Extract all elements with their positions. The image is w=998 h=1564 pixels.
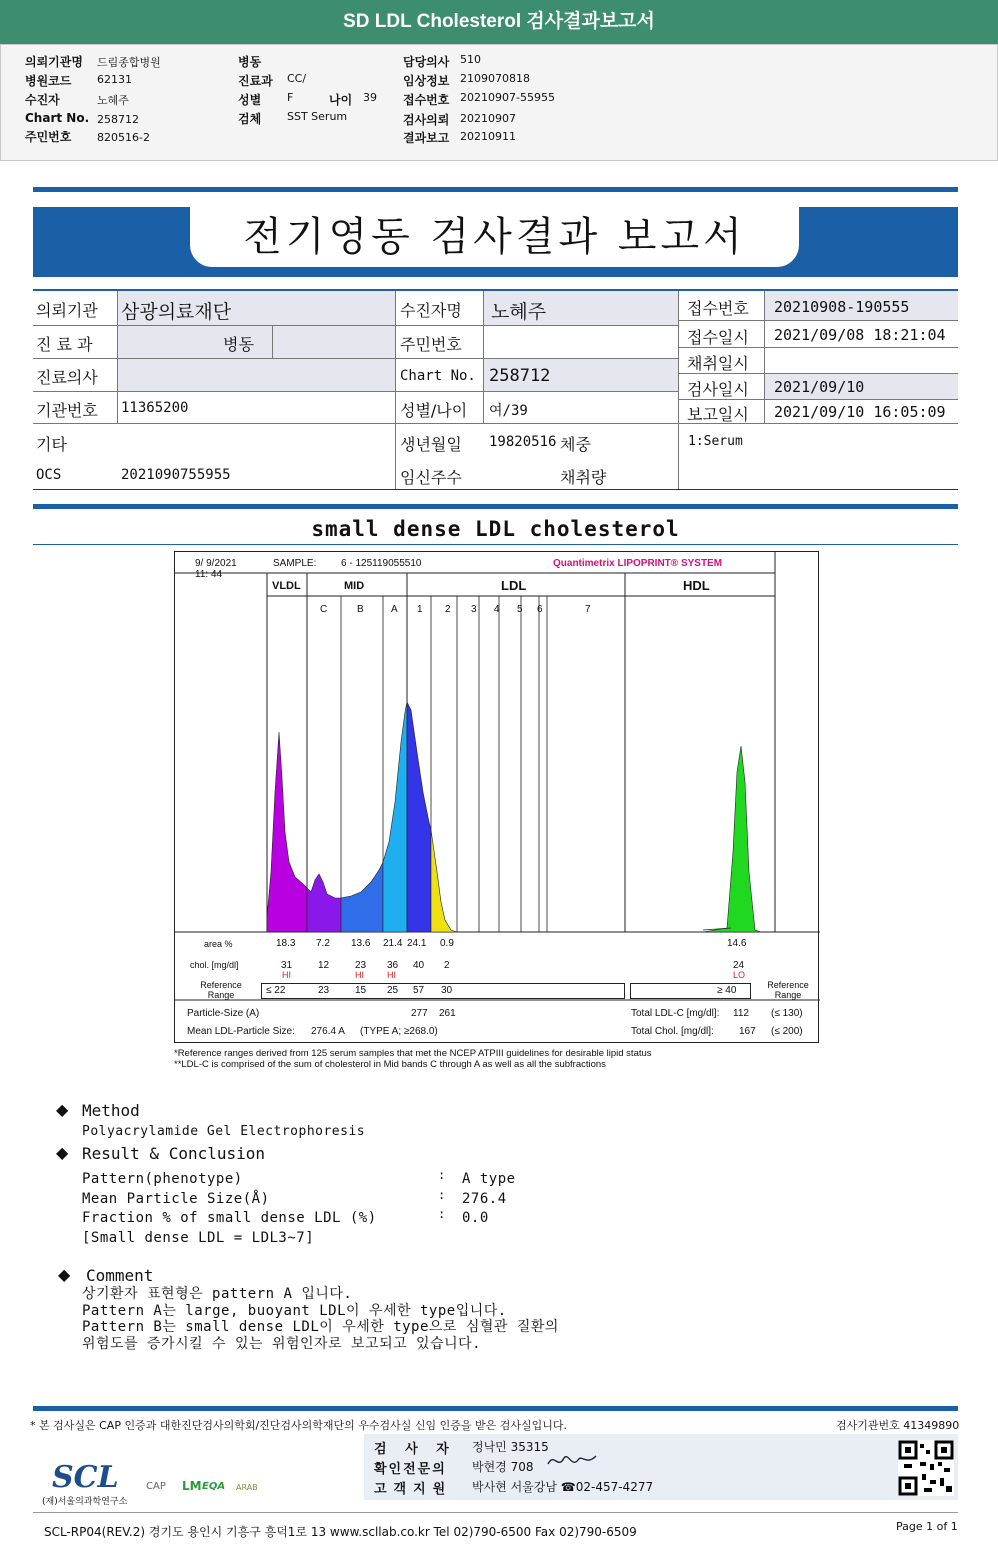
tester-label: 검 사 자 [374,1442,456,1457]
area-value: 21.4 [383,938,403,949]
dept-value: CC/ [287,72,307,85]
sample-label: SAMPLE: [273,558,317,569]
ref-value: 30 [441,985,453,996]
method-bullet-icon: ◆ [56,1100,69,1119]
clinical-value: 2109070818 [460,72,530,85]
patient-label: 수진자 [25,93,60,107]
test-value: 2021/09/10 [774,378,865,396]
hdl-peak [703,746,761,932]
doctor-label: 담당의사 [403,55,450,69]
ward-label: 병동 [238,55,262,69]
cert-notice: * 본 검사실은 CAP 인증과 대한진단검사의학회/진단검사의학재단의 우수검사실 신임 인증을 받은 검사실입니다. [30,1419,568,1432]
pattern-label: Pattern(phenotype) [82,1171,243,1187]
patient-info-box [0,44,998,161]
chol-label: chol. [mg/dl] [190,960,239,970]
hdl-chol: 24 [733,960,745,971]
ref-value: 57 [413,985,425,996]
request-label: 검사의뢰 [403,113,450,127]
report-title: 전기영동 검사결과 보고서 [190,207,799,267]
test-label: 검사일시 [687,380,749,399]
signature-image [544,1450,600,1472]
serum-note: 1:Serum [688,434,743,449]
org-label: 의뢰기관명 [25,55,83,69]
area-value: 24.1 [407,938,427,949]
area-value: 7.2 [316,938,330,949]
age-label: 나이 [329,93,353,107]
cell-bg [118,359,395,391]
ocs-value: 2021090755955 [121,467,231,483]
fraction-label: Fraction % of small dense LDL (%) [82,1210,377,1226]
tester-value: 정낙민 35315 [472,1440,549,1454]
chol-value: 2 [444,960,450,971]
sexage-value: 여/39 [489,403,528,419]
comment-line: Pattern A는 large, buoyant LDL이 우세한 type입니다. [82,1302,507,1319]
birth-label: 생년월일 [400,435,462,454]
band-a: A [391,604,398,615]
doctor-label: 진료의사 [36,368,98,387]
comment-title: Comment [86,1266,154,1285]
report-value: 20210911 [460,130,516,143]
specimen-value: SST Serum [287,110,348,123]
org-value: 드림종합병원 [97,56,161,69]
qr-code-icon [898,1440,954,1496]
comment-bullet-icon: ◆ [58,1265,71,1284]
recdate-value: 2021/09/08 18:21:04 [774,326,946,344]
ref-value: ≤ 22 [266,985,286,996]
cell-bg [273,326,395,358]
reference-notes [174,1048,814,1070]
comment-line: 위험도를 증가시킬 수 있는 위험인자로 보고되고 있습니다. [82,1335,482,1352]
mean-label: Mean LDL-Particle Size: [187,1026,295,1037]
table-hline [33,423,678,424]
size-label: Mean Particle Size(Å) [82,1191,270,1207]
group-hdl: HDL [683,578,710,593]
table-bottom-rule [33,489,958,490]
note-line: **LDL-C is comprised of the sum of cholesterol in Mid bands C through A as well as all the subfractions [174,1059,606,1070]
comment-line: 상기환자 표현형은 pattern A 입니다. [82,1286,353,1302]
coll-label: 채취일시 [687,354,749,373]
table-hline [678,320,958,321]
weight-label: 체중 [560,435,591,454]
particle-label: Particle-Size (A) [187,1008,260,1019]
recdate-label: 접수일시 [687,328,749,347]
rep-label: 보고일시 [687,405,749,424]
recno-label: 접수번호 [687,299,749,318]
colon: : [438,1188,446,1202]
preg-label: 임신주수 [400,468,462,487]
ldl2-peak [431,830,457,932]
total-chol-ref: (≤ 200) [771,1026,803,1037]
ref-value: 23 [318,985,330,996]
sample-value: 6 - 125119055510 [341,558,422,569]
table-vline [395,291,396,489]
request-value: 20210907 [460,112,516,125]
area-value: 0.9 [440,938,454,949]
footer-divider [33,1512,958,1513]
mean-value: 276.4 A [311,1026,345,1037]
ocs-label: OCS [36,467,62,483]
top-rule [33,187,958,192]
size-value: 276.4 [462,1191,507,1207]
clinical-label: 임상정보 [403,74,450,88]
method-title: Method [82,1101,140,1120]
band-1: 1 [417,604,423,615]
resid-label: 주민번호 [400,335,462,354]
resid-label: 주민번호 [25,130,72,144]
instno-label: 기관번호 [36,401,98,420]
etc-label: 기타 [36,435,67,454]
particle-value: 261 [439,1008,456,1019]
rep-value: 2021/09/10 16:05:09 [774,403,946,421]
electrophoresis-plot [175,552,820,1044]
band-4: 4 [494,604,500,615]
group-ldl: LDL [501,578,527,593]
mid-b-peak [341,862,383,932]
band-7: 7 [585,604,591,615]
total-ldl-value: 112 [733,1008,749,1019]
page-number: Page 1 of 1 [896,1520,958,1533]
mean-type: (TYPE A; ≥268.0) [360,1026,438,1037]
table-vline [678,291,679,489]
form-info: SCL-RP04(REV.2) 경기도 용인시 기흥구 흥덕1로 13 www.scllab.co.kr Tel 02)790-6500 Fax 02)790-6509 [44,1525,637,1539]
band-c: C [320,604,328,615]
report-header-title: SD LDL Cholesterol 검사결과보고서 [0,0,998,44]
total-ldl-label: Total LDL-C [mg/dl]: [631,1008,720,1019]
hi-flag: HI [355,970,364,980]
sexage-label: 성별/나이 [400,401,468,420]
doctor-value: 510 [460,53,481,66]
scl-logo: SCL [52,1460,119,1495]
total-chol-label: Total Chol. [mg/dl]: [631,1026,714,1037]
inst-label: 의뢰기관 [36,301,98,320]
footer-rule [33,1406,958,1411]
sex-value: F [287,91,294,104]
area-value: 13.6 [351,938,371,949]
area-label: area % [204,939,233,949]
section-underline [33,544,958,545]
birth-value: 19820516 [489,434,557,450]
brand-label: Quantimetrix LIPOPRINT® SYSTEM [553,558,723,569]
specimen-label: 검체 [238,112,262,126]
patient-table [33,289,958,491]
section-rule [33,504,958,509]
name-label: 수진자명 [400,301,462,320]
chart-value: 258712 [97,113,139,126]
comment-line: Pattern B는 small dense LDL이 우세한 type으로 심혈관 질환의 [82,1319,559,1335]
hi-flag: HI [387,970,396,980]
confirm-value: 박현경 708 [472,1460,534,1474]
band-5: 5 [517,604,523,615]
hdl-ref: ≥ 40 [717,985,737,996]
colon: : [438,1207,446,1221]
instno-value: 11365200 [121,400,189,416]
chol-value: 31 [281,960,293,971]
eqa-badge: EQA [202,1481,226,1492]
inst-value: 삼광의료재단 [121,301,232,323]
support-value: 박사현 서울강남 ☎02-457-4277 [472,1480,654,1494]
fraction-value: 0.0 [462,1210,489,1226]
dept-value: 병동 [223,335,254,354]
ref-right-label: Reference Range [767,980,809,1000]
signature-panel [364,1434,958,1500]
band-2: 2 [445,604,451,615]
band-b: B [357,604,364,615]
band-3: 3 [471,604,477,615]
ref-value: 25 [387,985,399,996]
mid-c-peak [307,874,341,932]
hdl-area: 14.6 [727,938,747,949]
electrophoresis-chart [174,551,819,1043]
chart-label: Chart No. [400,368,476,384]
colon: : [438,1168,446,1182]
patient-value: 노혜주 [97,94,129,107]
institution-number: 검사기관번호 41349890 [836,1419,960,1432]
support-label: 고객지원 [374,1482,453,1497]
dept-label: 진료과 [238,74,273,88]
arab-badge: ARAB [236,1483,258,1492]
hi-flag: HI [282,970,291,980]
result-title: Result & Conclusion [82,1144,266,1163]
name-value: 노혜주 [491,301,547,323]
total-chol-value: 167 [739,1026,756,1037]
hospcode-label: 병원코드 [25,74,72,88]
lo-flag: LO [733,970,746,980]
particle-value: 277 [411,1008,428,1019]
hospcode-value: 62131 [97,73,132,86]
method-text: Polyacrylamide Gel Electrophoresis [82,1124,366,1139]
volume-label: 채취량 [560,468,607,487]
pattern-value: A type [462,1171,516,1187]
area-value: 18.3 [276,938,296,949]
group-vldl: VLDL [272,580,301,592]
sdldl-definition: [Small dense LDL = LDL3~7] [82,1230,315,1246]
chart-value: 258712 [489,366,551,386]
comment-text [82,1286,559,1352]
scl-logo-sub: (재)서울의과학연구소 [42,1497,128,1507]
chart-label: Chart No. [25,111,90,125]
result-bullet-icon: ◆ [56,1143,69,1162]
chol-value: 12 [318,960,330,971]
section-title: small dense LDL cholesterol [311,517,680,541]
chol-value: 23 [355,960,367,971]
ref-value: 15 [355,985,367,996]
total-ldl-ref: (≤ 130) [771,1008,803,1019]
note-line: *Reference ranges derived from 125 serum samples that met the NCEP ATPIII guidelines for desirable lipid status [174,1048,652,1059]
cap-badge: CAP [146,1481,166,1492]
band-6: 6 [537,604,543,615]
group-mid: MID [344,580,365,592]
ldl1-peak [407,702,431,932]
chol-value: 40 [413,960,425,971]
report-label: 결과보고 [403,131,450,145]
dept-label: 진 료 과 [36,335,93,354]
confirm-label: 확인전문의 [374,1462,447,1477]
chart-date: 9/ 9/2021 [195,558,237,569]
receipt-label: 접수번호 [403,93,450,107]
age-value: 39 [363,91,377,104]
sex-label: 성별 [238,93,262,107]
recno-value: 20210908-190555 [774,298,910,316]
ref-label: Reference Range [200,980,242,1000]
vldl-peak [267,732,307,932]
chol-value: 36 [387,960,399,971]
resid-value: 820516-2 [97,131,150,144]
table-hline [33,391,678,392]
lm-badge: LM [182,1479,202,1493]
mid-a-peak [383,702,407,932]
chart-time: 11: 44 [195,569,223,580]
title-banner [33,207,958,277]
receipt-value: 20210907-55955 [460,91,555,104]
